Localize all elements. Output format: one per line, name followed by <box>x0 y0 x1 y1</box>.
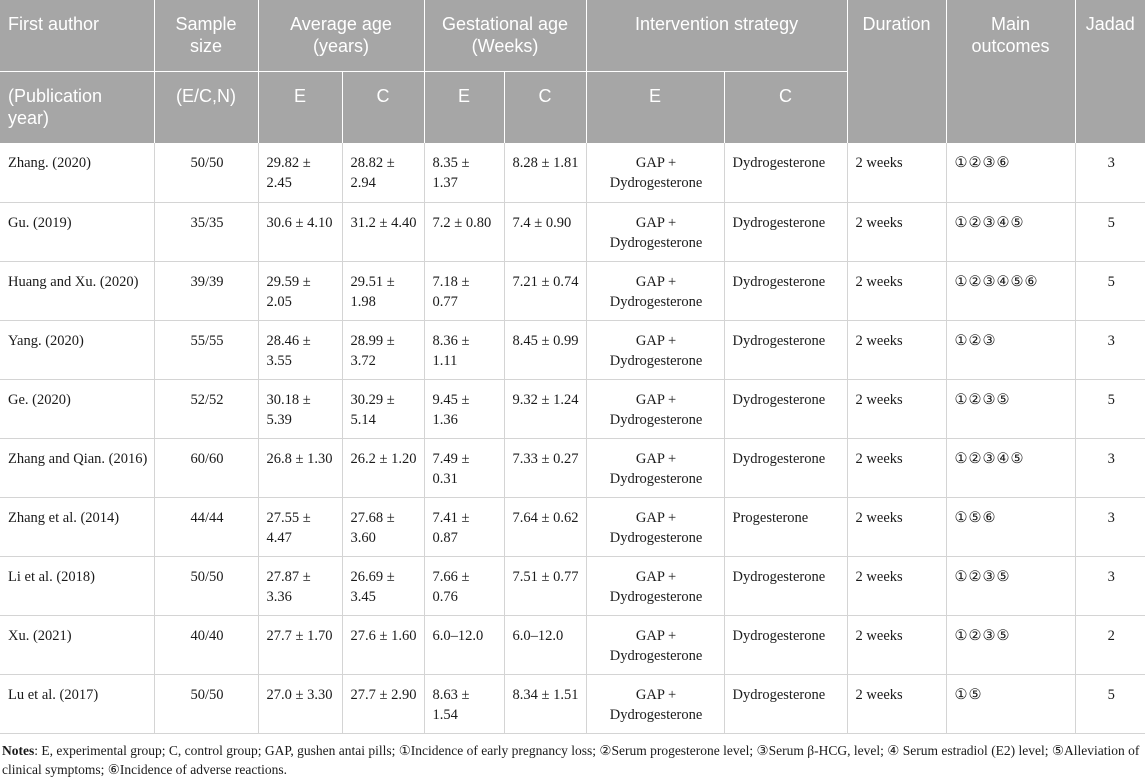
cell-main-outcomes: ①②③④⑤ <box>946 438 1075 497</box>
cell-gest-c: 7.4 ± 0.90 <box>504 202 586 261</box>
cell-intervention-e: GAP + Dydrogesterone <box>586 556 724 615</box>
cell-author: Li et al. (2018) <box>0 556 154 615</box>
cell-age-c: 29.51 ± 1.98 <box>342 261 424 320</box>
cell-age-e: 28.46 ± 3.55 <box>258 320 342 379</box>
cell-main-outcomes: ①⑤ <box>946 674 1075 733</box>
cell-main-outcomes: ①②③④⑤⑥ <box>946 261 1075 320</box>
cell-duration: 2 weeks <box>847 615 946 674</box>
header-intervention-strategy: Intervention strategy <box>586 0 847 71</box>
cell-intervention-e: GAP + Dydrogesterone <box>586 674 724 733</box>
cell-jadad: 3 <box>1075 143 1145 202</box>
cell-gest-e: 7.66 ± 0.76 <box>424 556 504 615</box>
cell-duration: 2 weeks <box>847 143 946 202</box>
cell-author: Yang. (2020) <box>0 320 154 379</box>
cell-jadad: 3 <box>1075 497 1145 556</box>
cell-age-e: 27.7 ± 1.70 <box>258 615 342 674</box>
header-gestational-age: Gestational age (Weeks) <box>424 0 586 71</box>
cell-gest-e: 7.49 ± 0.31 <box>424 438 504 497</box>
cell-jadad: 5 <box>1075 261 1145 320</box>
cell-intervention-e: GAP + Dydrogesterone <box>586 497 724 556</box>
cell-gest-e: 8.35 ± 1.37 <box>424 143 504 202</box>
cell-gest-c: 8.28 ± 1.81 <box>504 143 586 202</box>
cell-age-e: 30.6 ± 4.10 <box>258 202 342 261</box>
cell-gest-e: 8.36 ± 1.11 <box>424 320 504 379</box>
cell-age-e: 27.87 ± 3.36 <box>258 556 342 615</box>
cell-jadad: 2 <box>1075 615 1145 674</box>
table-row <box>0 556 1145 615</box>
header-first-author: First author <box>0 0 154 71</box>
cell-intervention-e: GAP + Dydrogesterone <box>586 379 724 438</box>
cell-sample-size: 50/50 <box>154 143 258 202</box>
cell-intervention-c: Dydrogesterone <box>724 320 847 379</box>
header-sample-size: Sample size <box>154 0 258 71</box>
cell-duration: 2 weeks <box>847 438 946 497</box>
cell-main-outcomes: ①②③⑤ <box>946 556 1075 615</box>
cell-jadad: 3 <box>1075 556 1145 615</box>
cell-duration: 2 weeks <box>847 261 946 320</box>
cell-author: Ge. (2020) <box>0 379 154 438</box>
cell-sample-size: 40/40 <box>154 615 258 674</box>
cell-intervention-c: Dydrogesterone <box>724 674 847 733</box>
cell-jadad: 3 <box>1075 320 1145 379</box>
cell-gest-c: 8.45 ± 0.99 <box>504 320 586 379</box>
header-publication-year: (Publication year) <box>0 71 154 143</box>
cell-main-outcomes: ①⑤⑥ <box>946 497 1075 556</box>
cell-intervention-e: GAP + Dydrogesterone <box>586 202 724 261</box>
cell-gest-c: 7.33 ± 0.27 <box>504 438 586 497</box>
cell-intervention-c: Dydrogesterone <box>724 143 847 202</box>
cell-intervention-e: GAP + Dydrogesterone <box>586 615 724 674</box>
cell-age-c: 27.68 ± 3.60 <box>342 497 424 556</box>
cell-age-e: 29.82 ± 2.45 <box>258 143 342 202</box>
header-int-e: E <box>586 71 724 143</box>
cell-intervention-c: Dydrogesterone <box>724 261 847 320</box>
cell-intervention-c: Dydrogesterone <box>724 556 847 615</box>
cell-sample-size: 35/35 <box>154 202 258 261</box>
header-duration: Duration <box>847 0 946 143</box>
cell-sample-size: 50/50 <box>154 556 258 615</box>
cell-gest-e: 7.41 ± 0.87 <box>424 497 504 556</box>
cell-sample-size: 39/39 <box>154 261 258 320</box>
header-jadad: Jadad <box>1075 0 1145 143</box>
cell-gest-c: 6.0–12.0 <box>504 615 586 674</box>
header-main-outcomes: Main outcomes <box>946 0 1075 143</box>
cell-duration: 2 weeks <box>847 379 946 438</box>
table-notes <box>2 741 1143 779</box>
cell-author: Huang and Xu. (2020) <box>0 261 154 320</box>
cell-jadad: 5 <box>1075 202 1145 261</box>
cell-gest-e: 8.63 ± 1.54 <box>424 674 504 733</box>
table-row <box>0 320 1145 379</box>
header-int-c: C <box>724 71 847 143</box>
cell-author: Zhang and Qian. (2016) <box>0 438 154 497</box>
cell-author: Zhang. (2020) <box>0 143 154 202</box>
cell-intervention-c: Dydrogesterone <box>724 438 847 497</box>
cell-intervention-c: Dydrogesterone <box>724 202 847 261</box>
cell-main-outcomes: ①②③⑥ <box>946 143 1075 202</box>
table-body <box>0 143 1145 733</box>
cell-gest-c: 7.51 ± 0.77 <box>504 556 586 615</box>
notes-label: Notes <box>2 743 35 758</box>
cell-age-c: 31.2 ± 4.40 <box>342 202 424 261</box>
cell-jadad: 3 <box>1075 438 1145 497</box>
cell-age-c: 30.29 ± 5.14 <box>342 379 424 438</box>
cell-main-outcomes: ①②③⑤ <box>946 615 1075 674</box>
cell-gest-c: 8.34 ± 1.51 <box>504 674 586 733</box>
header-age-e: E <box>258 71 342 143</box>
cell-gest-e: 7.18 ± 0.77 <box>424 261 504 320</box>
cell-sample-size: 52/52 <box>154 379 258 438</box>
cell-duration: 2 weeks <box>847 320 946 379</box>
cell-duration: 2 weeks <box>847 202 946 261</box>
header-gest-e: E <box>424 71 504 143</box>
table-row <box>0 615 1145 674</box>
cell-age-e: 26.8 ± 1.30 <box>258 438 342 497</box>
table-row <box>0 143 1145 202</box>
table-row <box>0 202 1145 261</box>
cell-intervention-e: GAP + Dydrogesterone <box>586 438 724 497</box>
cell-author: Zhang et al. (2014) <box>0 497 154 556</box>
cell-intervention-e: GAP + Dydrogesterone <box>586 320 724 379</box>
cell-gest-e: 6.0–12.0 <box>424 615 504 674</box>
cell-intervention-e: GAP + Dydrogesterone <box>586 143 724 202</box>
cell-age-c: 26.2 ± 1.20 <box>342 438 424 497</box>
cell-gest-e: 9.45 ± 1.36 <box>424 379 504 438</box>
cell-intervention-c: Progesterone <box>724 497 847 556</box>
cell-author: Xu. (2021) <box>0 615 154 674</box>
cell-intervention-c: Dydrogesterone <box>724 615 847 674</box>
cell-duration: 2 weeks <box>847 497 946 556</box>
cell-age-e: 27.0 ± 3.30 <box>258 674 342 733</box>
cell-author: Gu. (2019) <box>0 202 154 261</box>
table-row <box>0 497 1145 556</box>
cell-jadad: 5 <box>1075 379 1145 438</box>
header-gest-c: C <box>504 71 586 143</box>
cell-age-c: 27.7 ± 2.90 <box>342 674 424 733</box>
cell-age-c: 26.69 ± 3.45 <box>342 556 424 615</box>
cell-main-outcomes: ①②③ <box>946 320 1075 379</box>
header-sample-sub: (E/C,N) <box>154 71 258 143</box>
cell-duration: 2 weeks <box>847 556 946 615</box>
cell-main-outcomes: ①②③⑤ <box>946 379 1075 438</box>
cell-age-c: 28.99 ± 3.72 <box>342 320 424 379</box>
cell-duration: 2 weeks <box>847 674 946 733</box>
cell-sample-size: 55/55 <box>154 320 258 379</box>
cell-gest-c: 9.32 ± 1.24 <box>504 379 586 438</box>
cell-sample-size: 60/60 <box>154 438 258 497</box>
cell-intervention-c: Dydrogesterone <box>724 379 847 438</box>
cell-gest-c: 7.21 ± 0.74 <box>504 261 586 320</box>
cell-main-outcomes: ①②③④⑤ <box>946 202 1075 261</box>
cell-intervention-e: GAP + Dydrogesterone <box>586 261 724 320</box>
table-row <box>0 438 1145 497</box>
cell-sample-size: 50/50 <box>154 674 258 733</box>
cell-sample-size: 44/44 <box>154 497 258 556</box>
cell-gest-c: 7.64 ± 0.62 <box>504 497 586 556</box>
header-average-age: Average age (years) <box>258 0 424 71</box>
notes-text: : E, experimental group; C, control group; GAP, gushen antai pills; ①Incidence of early pregnancy loss; ②Serum progesterone level; ③Serum β-HCG, level; ④ Serum estradiol (E2) level; ⑤Alleviation of clinical symptoms; ⑥Incidence of adverse reactions. <box>2 743 1140 777</box>
cell-age-c: 28.82 ± 2.94 <box>342 143 424 202</box>
table-row <box>0 674 1145 733</box>
table-row <box>0 379 1145 438</box>
table-row <box>0 261 1145 320</box>
cell-author: Lu et al. (2017) <box>0 674 154 733</box>
cell-age-e: 27.55 ± 4.47 <box>258 497 342 556</box>
header-age-c: C <box>342 71 424 143</box>
cell-age-e: 29.59 ± 2.05 <box>258 261 342 320</box>
cell-gest-e: 7.2 ± 0.80 <box>424 202 504 261</box>
cell-jadad: 5 <box>1075 674 1145 733</box>
table-header <box>0 0 1145 143</box>
cell-age-c: 27.6 ± 1.60 <box>342 615 424 674</box>
cell-age-e: 30.18 ± 5.39 <box>258 379 342 438</box>
